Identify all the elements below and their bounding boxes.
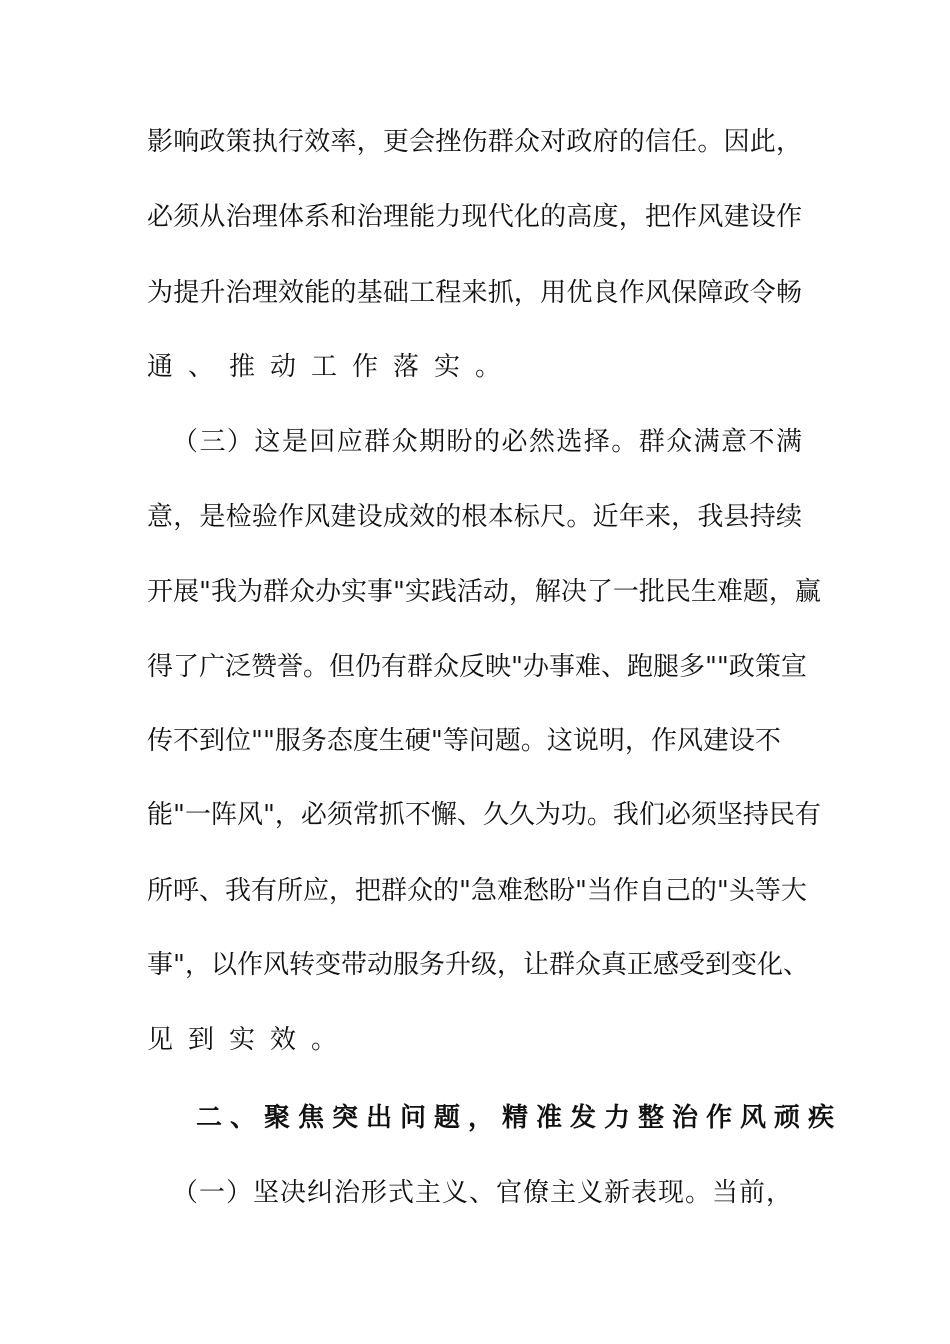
paragraph-line: （一）坚决纠治形式主义、官僚主义新表现。当前， — [172, 1178, 792, 1208]
paragraph-line: 影响政策执行效率，更会挫伤群众对政府的信任。因此， — [147, 127, 802, 157]
paragraph-line: 通、推动工作落实。 — [147, 352, 517, 382]
section-heading: 二、聚焦突出问题，精准发力整治作风顽疾 — [196, 1103, 843, 1133]
paragraph-line: 见到实效。 — [147, 1025, 353, 1055]
paragraph-line: 得了广泛赞誉。但仍有群众反映"办事难、跑腿多""政策宣 — [147, 652, 807, 682]
paragraph-line: 必须从治理体系和治理能力现代化的高度，把作风建设作 — [147, 202, 802, 232]
paragraph-line: 事"，以作风转变带动服务升级，让群众真正感受到变化、 — [147, 950, 809, 980]
paragraph-line: （三）这是回应群众期盼的必然选择。群众满意不满 — [172, 427, 802, 457]
paragraph-line: 意，是检验作风建设成效的根本标尺。近年来，我县持续 — [147, 502, 802, 532]
paragraph-line: 所呼、我有所应，把群众的"急难愁盼"当作自己的"头等大 — [147, 876, 807, 906]
paragraph-line: 能"一阵风"，必须常抓不懈、久久为功。我们必须坚持民有 — [147, 800, 821, 830]
paragraph-line: 开展"我为群众办实事"实践活动，解决了一批民生难题，赢 — [147, 577, 821, 607]
paragraph-line: 为提升治理效能的基础工程来抓，用优良作风保障政令畅 — [147, 278, 802, 308]
paragraph-line: 传不到位""服务态度生硬"等问题。这说明，作风建设不 — [147, 726, 781, 756]
